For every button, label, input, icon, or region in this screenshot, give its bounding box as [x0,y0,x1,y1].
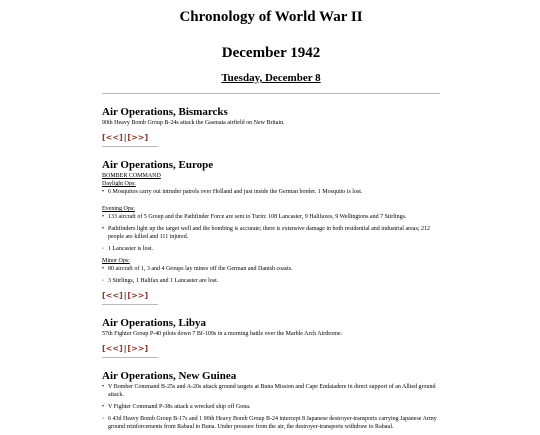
list-item: ◦ 3 Stirlings, 1 Halifax and 1 Lancaster are lost. [102,277,440,285]
nav-links [102,344,440,354]
section-title-europe: Air Operations, Europe [102,159,214,171]
list-item: • 6 Mosquitos carry out intruder patrols over Holland and just inside the German border. 1 Mosquito is lost. [102,188,440,196]
command-label: BOMBER COMMAND [102,173,161,179]
list-item: ◦ 6 43d Heavy Bomb Group B-17s and 1 90th Heavy Bomb Group B-24 intercept 8 Japanese destroyer-transports carrying Japanese Army ground reinforcements from Rabaul to Buna. Under pressure from the air, the destroyer-transports withdraw to Rabaul. [102,415,440,431]
nav-links [102,133,440,143]
next-link[interactable]: [>>] [127,291,149,300]
list-item: • 133 aircraft of 5 Group and the Pathfinder Force are sent to Turin: 108 Lancaster, 9 Halifaxes, 9 Wellingtons and 7 Stirlings. [102,213,440,221]
next-link[interactable]: [>>] [127,133,149,142]
date-heading: Tuesday, December 8 [221,72,321,84]
daylight-list [102,188,440,196]
divider [102,304,158,305]
nav-links [102,291,440,301]
nav-separator: | [123,133,127,142]
prev-link[interactable]: [<<] [102,291,123,300]
prev-link[interactable]: [<<] [102,344,123,353]
divider [102,146,158,147]
list-item: • 80 aircraft of 1, 3 and 4 Groups lay mines off the German and Danish coasts. [102,265,440,273]
prev-link[interactable]: [<<] [102,133,123,142]
month-heading: December 1942 [221,45,321,61]
section-text-libya: 57th Fighter Group P-40 pilots down 7 Bf-109s in a morning battle over the Marble Arch Airdrome. [102,331,343,337]
page-content [102,0,440,435]
divider [102,93,440,94]
next-link[interactable]: [>>] [127,344,149,353]
list-item: • Pathfinders light up the target well and the bombing is accurate; there is extensive damage in both residential and industrial areas; 212 people are killed and 111 injured. [102,225,440,241]
nav-separator: | [123,344,127,353]
section-title-new-guinea: Air Operations, New Guinea [102,370,237,382]
divider [102,357,158,358]
list-item: • V Fighter Command P-38s attack a wrecked ship off Gona. [102,403,440,411]
evening-label: Evening Ops: [102,206,135,212]
minor-list [102,265,440,285]
section-title-libya: Air Operations, Libya [102,317,207,329]
section-title-bismarcks: Air Operations, Bismarcks [102,106,228,118]
page-title: Chronology of World War II [179,9,363,25]
section-text-bismarcks: 90th Heavy Bomb Group B-24s attack the Gasmata airfield on New Britain. [102,120,285,126]
list-item: ◦ 1 Lancaster is lost. [102,245,440,253]
evening-list [102,213,440,253]
new-guinea-list [102,383,440,431]
minor-label: Minor Ops: [102,258,130,264]
daylight-label: Daylight Ops: [102,181,136,187]
list-item: • V Bomber Command B-25s and A-20s attack ground targets at Buna Mission and Cape Endaiadere in direct support of an Allied ground attack. [102,383,440,399]
nav-separator: | [123,291,127,300]
